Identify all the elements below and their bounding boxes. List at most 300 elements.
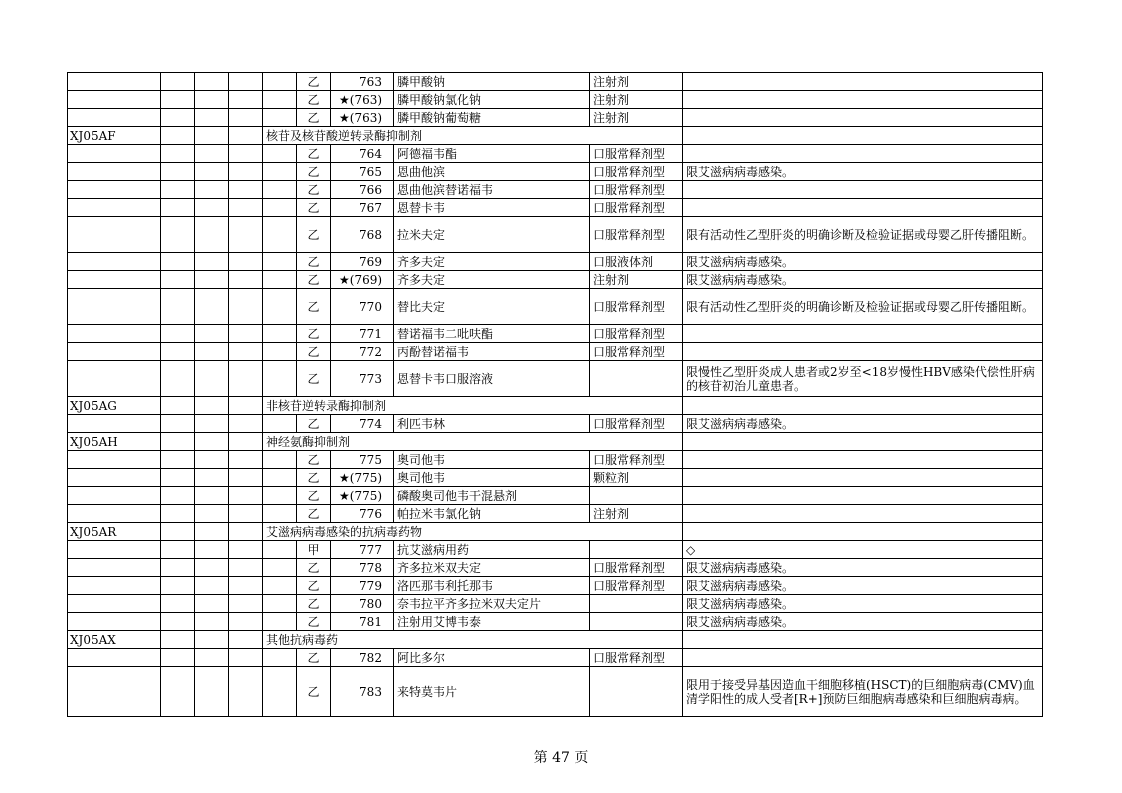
dosage-form: 口服常释剂型 — [590, 199, 683, 217]
dosage-form: 注射剂 — [590, 109, 683, 127]
empty-cell — [229, 649, 263, 667]
dosage-form: 口服常释剂型 — [590, 343, 683, 361]
empty-cell — [161, 577, 195, 595]
empty-cell — [161, 343, 195, 361]
note-cell — [683, 631, 1043, 649]
empty-cell — [229, 667, 263, 717]
drug-class: 乙 — [297, 487, 331, 505]
dosage-form: 口服常释剂型 — [590, 649, 683, 667]
empty-cell — [68, 145, 161, 163]
drug-row — [68, 145, 1043, 163]
drug-name: 齐多拉米双夫定 — [394, 559, 590, 577]
drug-class: 乙 — [297, 649, 331, 667]
empty-cell — [68, 217, 161, 253]
dosage-form: 注射剂 — [590, 73, 683, 91]
empty-cell — [161, 613, 195, 631]
drug-number: 763 — [331, 73, 394, 91]
drug-name: 恩替卡韦 — [394, 199, 590, 217]
drug-class: 乙 — [297, 199, 331, 217]
restriction-note — [683, 343, 1043, 361]
drug-name: 阿德福韦酯 — [394, 145, 590, 163]
drug-number: 771 — [331, 325, 394, 343]
drug-class: 乙 — [297, 91, 331, 109]
drug-class: 乙 — [297, 145, 331, 163]
dosage-form: 口服常释剂型 — [590, 577, 683, 595]
drug-class: 乙 — [297, 577, 331, 595]
empty-cell — [161, 649, 195, 667]
category-title: 其他抗病毒药 — [263, 631, 683, 649]
drug-class: 乙 — [297, 181, 331, 199]
drug-number: 780 — [331, 595, 394, 613]
empty-cell — [68, 451, 161, 469]
empty-cell — [229, 397, 263, 415]
empty-cell — [161, 397, 195, 415]
note-cell — [683, 127, 1043, 145]
drug-row — [68, 577, 1043, 595]
drug-row — [68, 667, 1043, 717]
drug-row — [68, 343, 1043, 361]
empty-cell — [68, 325, 161, 343]
category-code: XJ05AH — [68, 433, 161, 451]
drug-number: 764 — [331, 145, 394, 163]
drug-row — [68, 289, 1043, 325]
empty-cell — [263, 505, 297, 523]
empty-cell — [263, 649, 297, 667]
drug-row — [68, 505, 1043, 523]
drug-name: 齐多夫定 — [394, 271, 590, 289]
empty-cell — [229, 145, 263, 163]
drug-number: ★(763) — [331, 91, 394, 109]
category-row — [68, 397, 1043, 415]
category-code: XJ05AG — [68, 397, 161, 415]
empty-cell — [68, 109, 161, 127]
note-cell — [683, 433, 1043, 451]
empty-cell — [229, 505, 263, 523]
empty-cell — [263, 667, 297, 717]
empty-cell — [195, 109, 229, 127]
empty-cell — [195, 145, 229, 163]
restriction-note: 限艾滋病病毒感染。 — [683, 163, 1043, 181]
drug-name: 恩曲他滨替诺福韦 — [394, 181, 590, 199]
empty-cell — [263, 541, 297, 559]
drug-number: 777 — [331, 541, 394, 559]
empty-cell — [263, 91, 297, 109]
empty-cell — [263, 415, 297, 433]
restriction-note — [683, 649, 1043, 667]
note-cell — [683, 523, 1043, 541]
empty-cell — [195, 163, 229, 181]
empty-cell — [229, 217, 263, 253]
drug-row — [68, 271, 1043, 289]
drug-number: 779 — [331, 577, 394, 595]
drug-row — [68, 559, 1043, 577]
dosage-form: 注射剂 — [590, 271, 683, 289]
restriction-note: 限艾滋病病毒感染。 — [683, 613, 1043, 631]
dosage-form: 颗粒剂 — [590, 469, 683, 487]
category-code: XJ05AR — [68, 523, 161, 541]
empty-cell — [161, 469, 195, 487]
drug-number: 770 — [331, 289, 394, 325]
empty-cell — [195, 505, 229, 523]
empty-cell — [195, 559, 229, 577]
drug-class: 乙 — [297, 595, 331, 613]
empty-cell — [229, 289, 263, 325]
empty-cell — [195, 451, 229, 469]
empty-cell — [263, 253, 297, 271]
empty-cell — [161, 163, 195, 181]
category-title: 神经氨酶抑制剂 — [263, 433, 683, 451]
empty-cell — [68, 577, 161, 595]
empty-cell — [68, 181, 161, 199]
dosage-form — [590, 595, 683, 613]
empty-cell — [263, 73, 297, 91]
empty-cell — [161, 667, 195, 717]
empty-cell — [161, 541, 195, 559]
drug-class: 乙 — [297, 469, 331, 487]
category-row — [68, 433, 1043, 451]
empty-cell — [68, 613, 161, 631]
restriction-note: 限艾滋病病毒感染。 — [683, 577, 1043, 595]
empty-cell — [68, 667, 161, 717]
empty-cell — [161, 253, 195, 271]
empty-cell — [229, 523, 263, 541]
empty-cell — [68, 163, 161, 181]
drug-name: 膦甲酸钠氯化钠 — [394, 91, 590, 109]
empty-cell — [229, 91, 263, 109]
category-code: XJ05AF — [68, 127, 161, 145]
empty-cell — [195, 361, 229, 397]
drug-class: 乙 — [297, 415, 331, 433]
drug-row — [68, 253, 1043, 271]
empty-cell — [229, 595, 263, 613]
drug-name: 洛匹那韦利托那韦 — [394, 577, 590, 595]
empty-cell — [195, 127, 229, 145]
drug-class: 乙 — [297, 73, 331, 91]
drug-row — [68, 613, 1043, 631]
empty-cell — [263, 181, 297, 199]
empty-cell — [161, 487, 195, 505]
empty-cell — [161, 559, 195, 577]
empty-cell — [161, 109, 195, 127]
drug-name: 替诺福韦二吡呋酯 — [394, 325, 590, 343]
drug-name: 拉米夫定 — [394, 217, 590, 253]
drug-name: 奈韦拉平齐多拉米双夫定片 — [394, 595, 590, 613]
empty-cell — [263, 451, 297, 469]
empty-cell — [195, 181, 229, 199]
empty-cell — [161, 451, 195, 469]
drug-number: 768 — [331, 217, 394, 253]
dosage-form: 口服常释剂型 — [590, 217, 683, 253]
drug-name: 恩替卡韦口服溶液 — [394, 361, 590, 397]
drug-number: ★(775) — [331, 487, 394, 505]
drug-class: 乙 — [297, 667, 331, 717]
empty-cell — [263, 559, 297, 577]
empty-cell — [263, 163, 297, 181]
drug-number: 769 — [331, 253, 394, 271]
empty-cell — [68, 361, 161, 397]
category-row — [68, 631, 1043, 649]
empty-cell — [161, 127, 195, 145]
empty-cell — [68, 649, 161, 667]
empty-cell — [229, 325, 263, 343]
restriction-note — [683, 469, 1043, 487]
empty-cell — [161, 217, 195, 253]
empty-cell — [68, 541, 161, 559]
drug-class: 乙 — [297, 361, 331, 397]
drug-row — [68, 199, 1043, 217]
empty-cell — [68, 487, 161, 505]
empty-cell — [195, 523, 229, 541]
empty-cell — [195, 199, 229, 217]
drug-row — [68, 163, 1043, 181]
drug-name: 利匹韦林 — [394, 415, 590, 433]
drug-row — [68, 487, 1043, 505]
dosage-form: 口服常释剂型 — [590, 559, 683, 577]
restriction-note — [683, 109, 1043, 127]
empty-cell — [161, 145, 195, 163]
empty-cell — [195, 325, 229, 343]
empty-cell — [229, 199, 263, 217]
dosage-form: 口服常释剂型 — [590, 181, 683, 199]
dosage-form: 口服常释剂型 — [590, 289, 683, 325]
empty-cell — [161, 415, 195, 433]
dosage-form — [590, 361, 683, 397]
dosage-form — [590, 613, 683, 631]
empty-cell — [263, 577, 297, 595]
empty-cell — [229, 631, 263, 649]
dosage-form — [590, 667, 683, 717]
empty-cell — [229, 541, 263, 559]
empty-cell — [263, 145, 297, 163]
drug-name: 齐多夫定 — [394, 253, 590, 271]
drug-class: 乙 — [297, 109, 331, 127]
restriction-note: 限用于接受异基因造血干细胞移植(HSCT)的巨细胞病毒(CMV)血清学阳性的成人受者[R+]预防巨细胞病毒感染和巨细胞病毒病。 — [683, 667, 1043, 717]
dosage-form: 口服常释剂型 — [590, 145, 683, 163]
empty-cell — [229, 577, 263, 595]
dosage-form: 口服常释剂型 — [590, 325, 683, 343]
empty-cell — [229, 127, 263, 145]
empty-cell — [229, 451, 263, 469]
drug-number: 767 — [331, 199, 394, 217]
drug-number: 775 — [331, 451, 394, 469]
drug-name: 奥司他韦 — [394, 451, 590, 469]
empty-cell — [229, 559, 263, 577]
empty-cell — [195, 253, 229, 271]
drug-row — [68, 91, 1043, 109]
drug-row — [68, 217, 1043, 253]
empty-cell — [263, 217, 297, 253]
empty-cell — [195, 73, 229, 91]
restriction-note — [683, 145, 1043, 163]
drug-class: 乙 — [297, 451, 331, 469]
empty-cell — [68, 595, 161, 613]
empty-cell — [229, 271, 263, 289]
empty-cell — [68, 271, 161, 289]
empty-cell — [161, 73, 195, 91]
drug-class: 甲 — [297, 541, 331, 559]
drug-row — [68, 415, 1043, 433]
empty-cell — [161, 289, 195, 325]
drug-name: 磷酸奥司他韦干混悬剂 — [394, 487, 590, 505]
empty-cell — [195, 289, 229, 325]
drug-row — [68, 109, 1043, 127]
empty-cell — [161, 271, 195, 289]
empty-cell — [68, 199, 161, 217]
drug-name: 膦甲酸钠葡萄糖 — [394, 109, 590, 127]
empty-cell — [229, 163, 263, 181]
dosage-form: 口服常释剂型 — [590, 451, 683, 469]
drug-number: 778 — [331, 559, 394, 577]
empty-cell — [161, 631, 195, 649]
drug-class: 乙 — [297, 325, 331, 343]
category-title: 核苷及核苷酸逆转录酶抑制剂 — [263, 127, 683, 145]
drug-class: 乙 — [297, 505, 331, 523]
empty-cell — [195, 217, 229, 253]
empty-cell — [195, 343, 229, 361]
drug-row — [68, 541, 1043, 559]
empty-cell — [263, 199, 297, 217]
restriction-note: ◇ — [683, 541, 1043, 559]
empty-cell — [195, 667, 229, 717]
drug-row — [68, 649, 1043, 667]
empty-cell — [195, 577, 229, 595]
dosage-form — [590, 541, 683, 559]
drug-number: 776 — [331, 505, 394, 523]
empty-cell — [229, 73, 263, 91]
empty-cell — [263, 271, 297, 289]
drug-name: 恩曲他滨 — [394, 163, 590, 181]
empty-cell — [195, 271, 229, 289]
category-row — [68, 523, 1043, 541]
drug-class: 乙 — [297, 289, 331, 325]
restriction-note — [683, 451, 1043, 469]
restriction-note — [683, 91, 1043, 109]
drug-name: 替比夫定 — [394, 289, 590, 325]
empty-cell — [195, 91, 229, 109]
empty-cell — [195, 631, 229, 649]
empty-cell — [161, 361, 195, 397]
drug-name: 膦甲酸钠 — [394, 73, 590, 91]
empty-cell — [195, 469, 229, 487]
dosage-form — [590, 487, 683, 505]
drug-number: 772 — [331, 343, 394, 361]
empty-cell — [195, 433, 229, 451]
drug-class: 乙 — [297, 163, 331, 181]
drug-row — [68, 361, 1043, 397]
restriction-note: 限有活动性乙型肝炎的明确诊断及检验证据或母婴乙肝传播阻断。 — [683, 217, 1043, 253]
empty-cell — [229, 415, 263, 433]
restriction-note — [683, 73, 1043, 91]
drug-class: 乙 — [297, 271, 331, 289]
drug-class: 乙 — [297, 613, 331, 631]
drug-row — [68, 595, 1043, 613]
dosage-form: 注射剂 — [590, 505, 683, 523]
empty-cell — [263, 469, 297, 487]
empty-cell — [195, 613, 229, 631]
drug-row — [68, 325, 1043, 343]
category-code: XJ05AX — [68, 631, 161, 649]
empty-cell — [161, 91, 195, 109]
empty-cell — [68, 505, 161, 523]
empty-cell — [229, 613, 263, 631]
restriction-note: 限艾滋病病毒感染。 — [683, 253, 1043, 271]
drug-number: 766 — [331, 181, 394, 199]
drug-number: 783 — [331, 667, 394, 717]
drug-list-table — [67, 72, 1043, 717]
restriction-note: 限有活动性乙型肝炎的明确诊断及检验证据或母婴乙肝传播阻断。 — [683, 289, 1043, 325]
empty-cell — [229, 469, 263, 487]
restriction-note: 限艾滋病病毒感染。 — [683, 595, 1043, 613]
empty-cell — [161, 523, 195, 541]
drug-row — [68, 469, 1043, 487]
empty-cell — [263, 595, 297, 613]
empty-cell — [68, 559, 161, 577]
drug-number: 773 — [331, 361, 394, 397]
drug-name: 丙酚替诺福韦 — [394, 343, 590, 361]
drug-number: 774 — [331, 415, 394, 433]
restriction-note: 限慢性乙型肝炎成人患者或2岁至<18岁慢性HBV感染代偿性肝病的核苷初治儿童患者。 — [683, 361, 1043, 397]
restriction-note — [683, 199, 1043, 217]
page-number: 第 47 页 — [533, 750, 589, 766]
drug-class: 乙 — [297, 253, 331, 271]
category-title: 非核苷逆转录酶抑制剂 — [263, 397, 683, 415]
restriction-note — [683, 487, 1043, 505]
restriction-note — [683, 325, 1043, 343]
empty-cell — [229, 181, 263, 199]
drug-name: 抗艾滋病用药 — [394, 541, 590, 559]
empty-cell — [195, 649, 229, 667]
dosage-form: 注射剂 — [590, 91, 683, 109]
empty-cell — [68, 469, 161, 487]
drug-class: 乙 — [297, 343, 331, 361]
empty-cell — [229, 109, 263, 127]
restriction-note: 限艾滋病病毒感染。 — [683, 559, 1043, 577]
drug-number: ★(763) — [331, 109, 394, 127]
dosage-form: 口服常释剂型 — [590, 415, 683, 433]
restriction-note: 限艾滋病病毒感染。 — [683, 271, 1043, 289]
restriction-note — [683, 181, 1043, 199]
empty-cell — [263, 487, 297, 505]
drug-number: 781 — [331, 613, 394, 631]
drug-class: 乙 — [297, 217, 331, 253]
drug-name: 帕拉米韦氯化钠 — [394, 505, 590, 523]
empty-cell — [161, 433, 195, 451]
dosage-form: 口服常释剂型 — [590, 163, 683, 181]
empty-cell — [263, 361, 297, 397]
drug-row — [68, 181, 1043, 199]
drug-row — [68, 451, 1043, 469]
empty-cell — [68, 253, 161, 271]
empty-cell — [195, 541, 229, 559]
drug-name: 奥司他韦 — [394, 469, 590, 487]
empty-cell — [229, 487, 263, 505]
empty-cell — [229, 433, 263, 451]
category-title: 艾滋病病毒感染的抗病毒药物 — [263, 523, 683, 541]
drug-number: ★(775) — [331, 469, 394, 487]
empty-cell — [68, 415, 161, 433]
empty-cell — [68, 91, 161, 109]
empty-cell — [229, 253, 263, 271]
empty-cell — [195, 397, 229, 415]
empty-cell — [68, 343, 161, 361]
empty-cell — [68, 289, 161, 325]
empty-cell — [161, 181, 195, 199]
dosage-form: 口服液体剂 — [590, 253, 683, 271]
drug-number: ★(769) — [331, 271, 394, 289]
note-cell — [683, 397, 1043, 415]
drug-row — [68, 73, 1043, 91]
empty-cell — [263, 289, 297, 325]
